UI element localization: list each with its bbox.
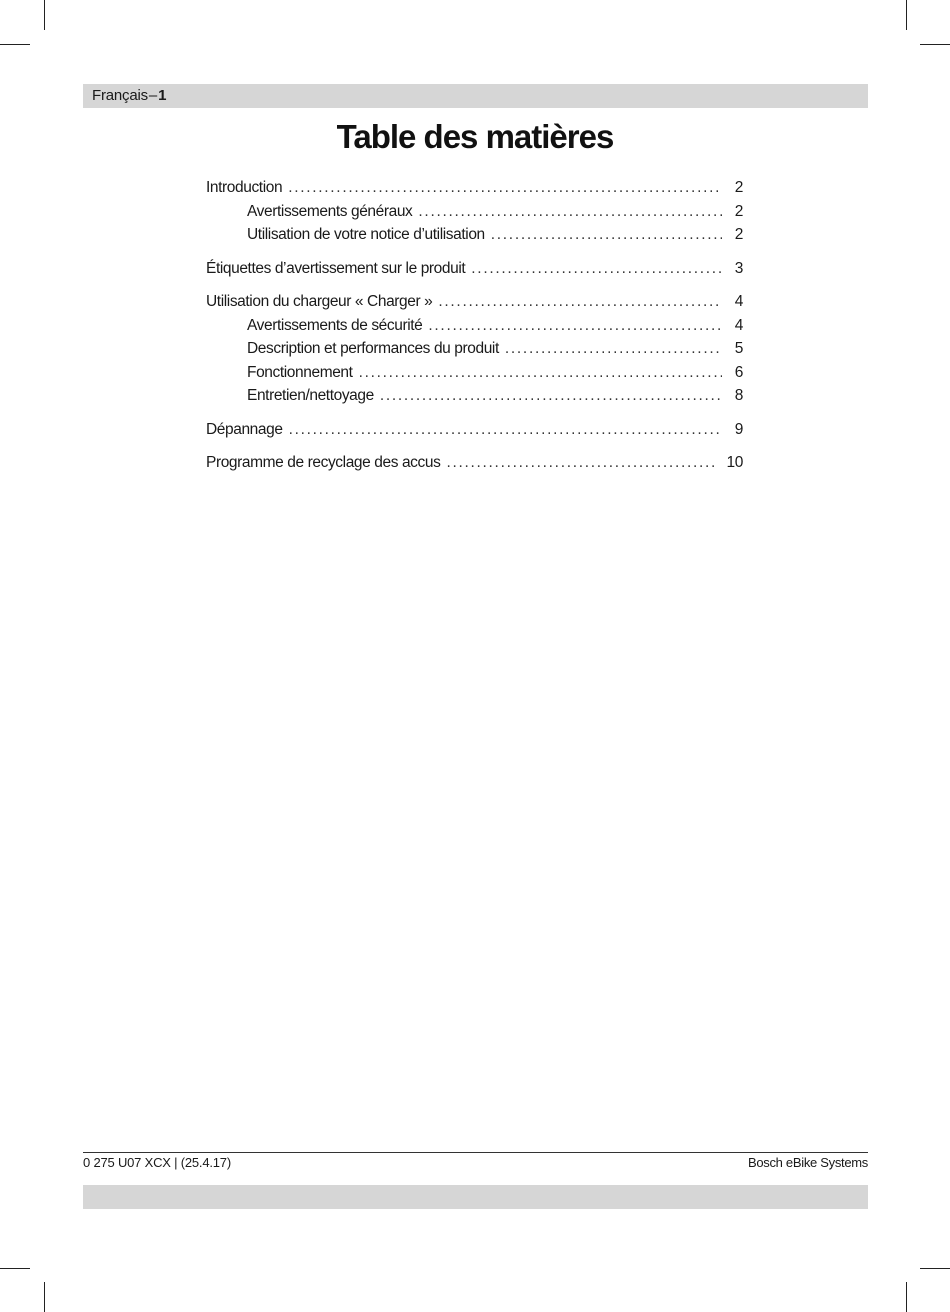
- toc-dot-leader: [380, 384, 722, 408]
- toc-entry[interactable]: [206, 418, 743, 442]
- toc-entry-label: Entretien/nettoyage: [247, 387, 374, 404]
- table-of-contents: [206, 176, 743, 475]
- header-language: Français: [92, 87, 148, 104]
- toc-dot-leader: [446, 451, 717, 475]
- toc-entry-page: 3: [734, 259, 743, 277]
- footer-bar: [83, 1185, 868, 1209]
- footer-divider: [83, 1152, 868, 1153]
- toc-entry-page: 8: [734, 387, 743, 404]
- toc-entry-page: 4: [734, 293, 743, 310]
- header-page-number: 1: [158, 87, 167, 104]
- toc-entry-page: 6: [734, 363, 743, 381]
- crop-mark: [44, 1282, 45, 1312]
- toc-dot-leader: [288, 176, 722, 200]
- toc-dot-leader: [471, 257, 722, 281]
- toc-entry-label: Utilisation du chargeur « Charger »: [206, 293, 433, 310]
- toc-entry[interactable]: [206, 361, 743, 385]
- toc-entry[interactable]: [206, 451, 743, 475]
- toc-entry-page: 2: [734, 179, 743, 196]
- toc-entry[interactable]: [206, 176, 743, 200]
- toc-entry-page: 10: [726, 454, 743, 471]
- toc-dot-leader: [505, 337, 722, 361]
- toc-entry-label: Utilisation de votre notice d’utilisation: [247, 226, 485, 243]
- toc-entry[interactable]: [206, 337, 743, 361]
- footer-brand: Bosch eBike Systems: [747, 1155, 868, 1170]
- toc-entry-label: Avertissements de sécurité: [247, 316, 423, 334]
- toc-entry-label: Étiquettes d’avertissement sur le produit: [206, 259, 466, 277]
- toc-entry-label: Dépannage: [206, 420, 283, 438]
- toc-dot-leader: [418, 200, 722, 224]
- toc-dot-leader: [359, 361, 722, 385]
- toc-entry-page: 2: [734, 202, 743, 220]
- toc-entry-page: 4: [734, 316, 743, 334]
- page-header: [83, 84, 868, 108]
- crop-mark: [906, 0, 907, 30]
- header-separator: –: [148, 87, 158, 104]
- toc-entry-label: Fonctionnement: [247, 363, 353, 381]
- toc-entry[interactable]: [206, 200, 743, 224]
- toc-entry-label: Description et performances du produit: [247, 340, 499, 357]
- toc-entry[interactable]: [206, 223, 743, 247]
- toc-entry-page: 2: [734, 226, 743, 243]
- toc-entry-label: Programme de recyclage des accus: [206, 454, 441, 471]
- toc-entry[interactable]: [206, 384, 743, 408]
- toc-entry-page: 9: [734, 420, 743, 438]
- page-title: Table des matières: [336, 118, 614, 155]
- toc-entry-label: Introduction: [206, 179, 283, 196]
- toc-dot-leader: [428, 314, 722, 338]
- toc-entry-label: Avertissements généraux: [247, 202, 413, 220]
- toc-dot-leader: [438, 290, 722, 314]
- toc-entry[interactable]: [206, 257, 743, 281]
- crop-mark: [920, 44, 950, 45]
- crop-mark: [906, 1282, 907, 1312]
- crop-mark: [0, 44, 30, 45]
- page-header-label: [92, 87, 166, 104]
- toc-dot-leader: [491, 223, 722, 247]
- footer-doc-code: 0 275 U07 XCX | (25.4.17): [83, 1155, 231, 1170]
- crop-mark: [920, 1268, 950, 1269]
- toc-entry-page: 5: [734, 340, 743, 357]
- crop-mark: [0, 1268, 30, 1269]
- toc-dot-leader: [289, 418, 722, 442]
- crop-mark: [44, 0, 45, 30]
- toc-entry[interactable]: [206, 290, 743, 314]
- toc-entry[interactable]: [206, 314, 743, 338]
